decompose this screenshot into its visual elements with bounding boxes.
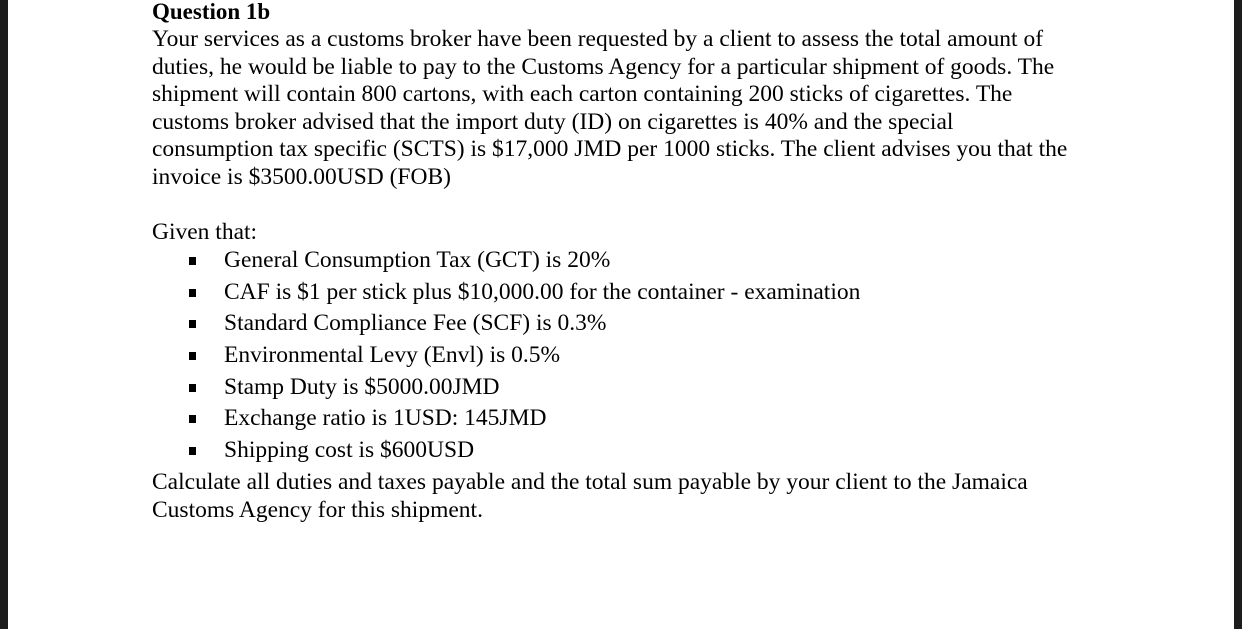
list-item — [8, 372, 1208, 404]
condition-envl: Environmental Levy (Envl) is 0.5% — [224, 342, 561, 369]
condition-scf: Standard Compliance Fee (SCF) is 0.3% — [224, 310, 607, 337]
list-item — [8, 340, 1208, 372]
list-item — [8, 403, 1208, 435]
list-item — [8, 277, 1208, 309]
intro-line: customs broker advised that the import duty (ID) on cigarettes is 40% and the special — [152, 108, 954, 135]
intro-line: shipment will contain 800 cartons, with each carton containing 200 sticks of cigarettes. The — [152, 81, 1013, 108]
document-page — [8, 0, 1234, 629]
square-bullet-icon — [189, 384, 196, 392]
square-bullet-icon — [189, 289, 196, 297]
condition-gct: General Consumption Tax (GCT) is 20% — [224, 247, 611, 273]
question-title: Question 1b — [152, 0, 271, 24]
closing-line: Calculate all duties and taxes payable and the total sum payable by your client to the Jamaica — [152, 469, 1028, 495]
list-item — [8, 245, 1208, 277]
intro-line: invoice is $3500.00USD (FOB) — [152, 163, 451, 190]
condition-stamp-duty: Stamp Duty is $5000.00JMD — [224, 373, 500, 400]
list-item — [8, 435, 1208, 467]
square-bullet-icon — [189, 415, 196, 423]
condition-shipping-cost: Shipping cost is $600USD — [224, 437, 475, 464]
question-instruction-paragraph — [152, 468, 1112, 524]
square-bullet-icon — [189, 352, 196, 360]
question-intro-paragraph — [152, 26, 1112, 192]
condition-exchange-ratio: Exchange ratio is 1USD: 145JMD — [224, 405, 547, 432]
intro-line: duties, he would be liable to pay to the Customs Agency for a particular shipment of goods. The — [152, 53, 1055, 80]
square-bullet-icon — [189, 257, 196, 265]
condition-caf: CAF is $1 per stick plus $10,000.00 for the container - examination — [224, 278, 861, 305]
given-label: Given that: — [152, 219, 258, 245]
intro-line: Your services as a customs broker have been requested by a client to assess the total amount of — [152, 26, 1044, 52]
right-window-edge — [1234, 0, 1242, 629]
intro-line: consumption tax specific (SCTS) is $17,000 JMD per 1000 sticks. The client advises you that the — [152, 136, 1068, 163]
closing-line: Customs Agency for this shipment. — [152, 497, 483, 523]
list-item — [8, 308, 1208, 340]
square-bullet-icon — [189, 320, 196, 328]
left-window-edge — [0, 0, 8, 629]
conditions-list — [8, 245, 1208, 467]
square-bullet-icon — [189, 447, 196, 455]
